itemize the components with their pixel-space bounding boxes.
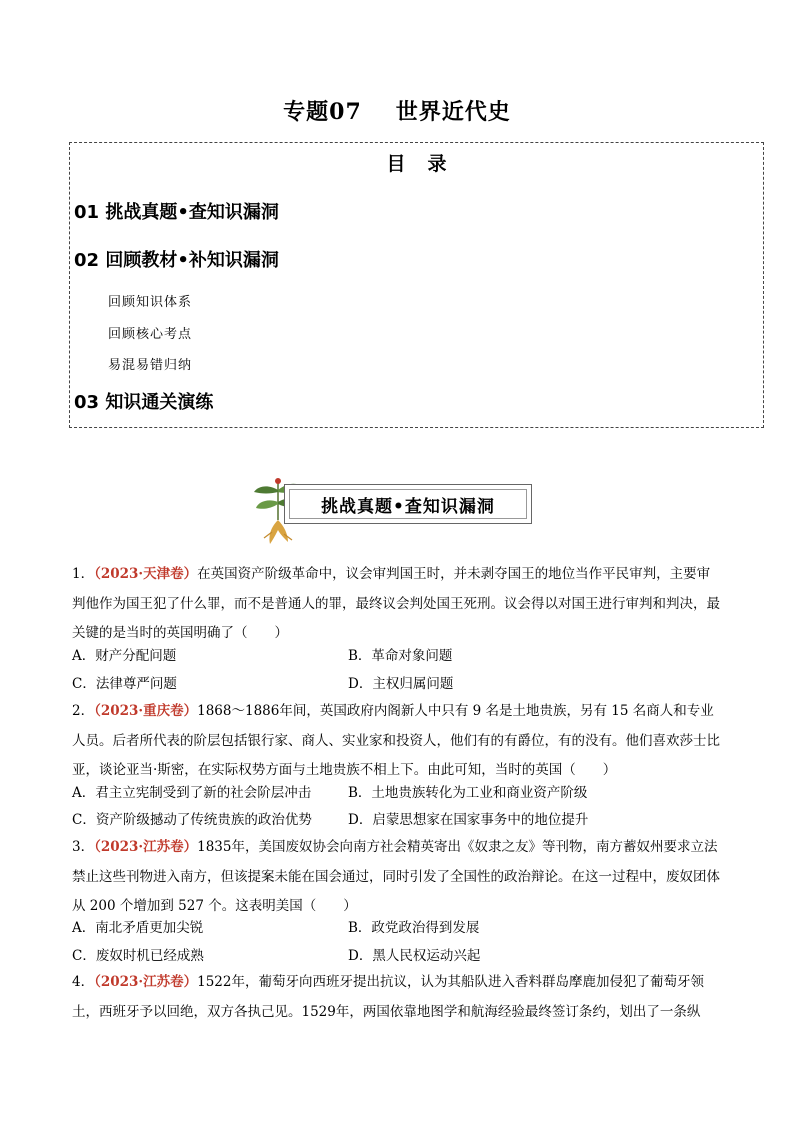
option-c[interactable]: C．废奴时机已经成熟 bbox=[72, 948, 204, 964]
toc-heading-char-1: 目 bbox=[386, 153, 406, 175]
options-row bbox=[72, 806, 720, 835]
banner-label: 挑战真题•查知识漏洞 bbox=[289, 489, 527, 519]
toc-heading bbox=[70, 149, 763, 176]
option-c[interactable]: C．法律尊严问题 bbox=[72, 676, 177, 692]
toc-subitem-confusions[interactable]: 易混易错归纳 bbox=[108, 358, 193, 373]
table-of-contents bbox=[69, 142, 764, 428]
option-a[interactable]: A．君主立宪制受到了新的社会阶层冲击 bbox=[72, 785, 312, 801]
question-source: （2023·江苏卷） bbox=[94, 839, 198, 855]
page-title-topic: 专题07 bbox=[283, 99, 362, 125]
options-row bbox=[72, 670, 720, 699]
toc-item-01[interactable]: 01 挑战真题•查知识漏洞 bbox=[74, 202, 279, 223]
page-title bbox=[0, 95, 794, 126]
options-row bbox=[72, 942, 720, 971]
toc-subitem-core-points[interactable]: 回顾核心考点 bbox=[108, 327, 193, 342]
option-a[interactable]: A．南北矛盾更加尖锐 bbox=[72, 920, 204, 936]
question-4 bbox=[72, 968, 720, 1026]
question-3 bbox=[72, 833, 720, 922]
option-d[interactable]: D．启蒙思想家在国家事务中的地位提升 bbox=[348, 812, 589, 828]
option-b[interactable]: B．政党政治得到发展 bbox=[348, 920, 480, 936]
question-source: （2023·江苏卷） bbox=[94, 974, 198, 990]
option-d[interactable]: D．主权归属问题 bbox=[348, 676, 454, 692]
question-number: 2． bbox=[72, 703, 95, 719]
question-source: （2023·天津卷） bbox=[94, 566, 198, 582]
question-text: 1868～1886年间，英国政府内阁新人中只有 9 名是土地贵族，另有 15 名商人和专业人员。后者所代表的阶层包括银行家、商人、实业家和投资人，他们有的有爵位，有的没有。他们喜欢莎士比亚，谈论亚当·斯密，在实际权势方面与土地贵族不相上下。由此可知，当时的英国（ ） bbox=[72, 703, 720, 778]
question-text: 1835年，美国废奴协会向南方社会精英寄出《奴隶之友》等刊物，南方蓄奴州要求立法禁止这些刊物进入南方，但该提案未能在国会通过，同时引发了全国性的政治辩论。在这一过程中，废奴团体从 200 个增加到 527 个。这表明美国（ ） bbox=[72, 839, 720, 914]
question-number: 4． bbox=[72, 974, 95, 990]
option-c[interactable]: C．资产阶级撼动了传统贵族的政治优势 bbox=[72, 812, 312, 828]
question-number: 3． bbox=[72, 839, 95, 855]
toc-item-02[interactable]: 02 回顾教材•补知识漏洞 bbox=[74, 250, 279, 271]
option-b[interactable]: B．土地贵族转化为工业和商业资产阶级 bbox=[348, 785, 588, 801]
option-a[interactable]: A．财产分配问题 bbox=[72, 648, 177, 664]
page-title-subject: 世界近代史 bbox=[395, 99, 511, 125]
question-number: 1． bbox=[72, 566, 95, 582]
question-text: 1522年，葡萄牙向西班牙提出抗议，认为其船队进入香料群岛摩鹿加侵犯了葡萄牙领土，西班牙予以回绝，双方各执己见。1529年，两国依靠地图学和航海经验最终签订条约，划出了一条纵 bbox=[72, 974, 704, 1020]
question-source: （2023·重庆卷） bbox=[94, 703, 198, 719]
section-banner bbox=[248, 476, 538, 548]
banner-frame bbox=[284, 484, 532, 524]
options-row bbox=[72, 779, 720, 808]
toc-item-03[interactable]: 03 知识通关演练 bbox=[74, 392, 214, 413]
options-row bbox=[72, 914, 720, 943]
toc-heading-char-2: 录 bbox=[427, 153, 447, 175]
toc-subitem-knowledge-system[interactable]: 回顾知识体系 bbox=[108, 295, 193, 310]
option-b[interactable]: B．革命对象问题 bbox=[348, 648, 453, 664]
option-d[interactable]: D．黑人民权运动兴起 bbox=[348, 948, 481, 964]
question-2 bbox=[72, 697, 720, 786]
options-row bbox=[72, 642, 720, 671]
question-1 bbox=[72, 560, 720, 649]
question-text: 在英国资产阶级革命中，议会审判国王时，并未剥夺国王的地位当作平民审判，主要审判他作为国王犯了什么罪，而不是普通人的罪，最终议会判处国王死刑。议会得以对国王进行审判和判决，最关键的是当时的英国明确了（ ） bbox=[72, 566, 720, 641]
